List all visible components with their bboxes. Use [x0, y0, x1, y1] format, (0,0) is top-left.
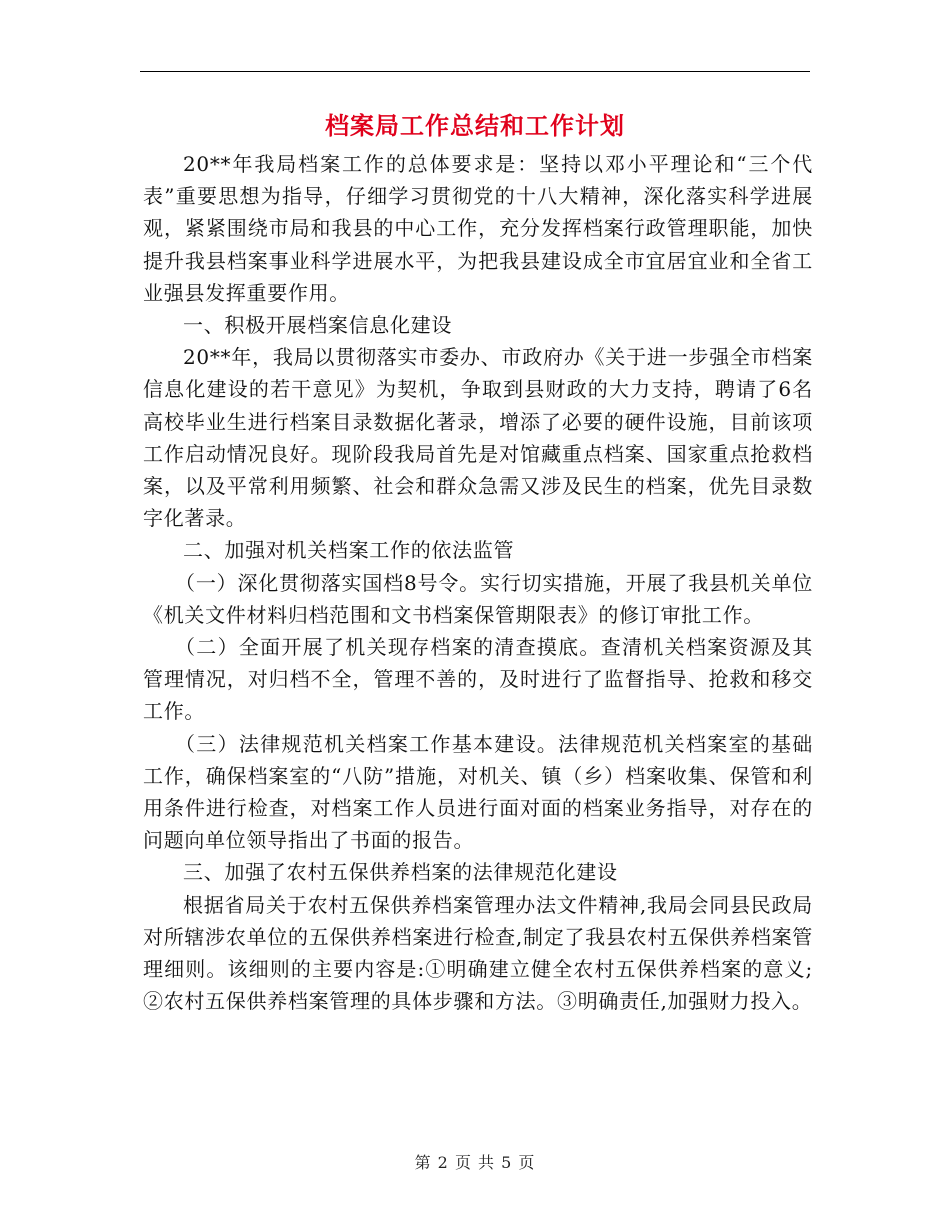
- section-3-paragraph: 根据省局关于农村五保供养档案管理办法文件精神,我局会同县民政局对所辖涉农单位的五保供养档案进行检查,制定了我县农村五保供养档案管理细则。该细则的主要内容是:①明确建立健全农村五保供养档案的意义;②农村五保供养档案管理的具体步骤和方法。③明确责任,加强财力投入。: [143, 892, 813, 1014]
- document-title: 档案局工作总结和工作计划: [325, 112, 625, 140]
- intro-paragraph: 20**年我局档案工作的总体要求是：坚持以邓小平理论和“三个代表”重要思想为指导，仔细学习贯彻党的十八大精神，深化落实科学进展观，紧紧围绕市局和我县的中心工作，充分发挥档案行政管理职能，加快提升我县档案事业科学进展水平，为把我县建设成全市宜居宜业和全省工业强县发挥重要作用。: [143, 152, 813, 305]
- section-1-paragraph: 20**年，我局以贯彻落实市委办、市政府办《关于进一步强全市档案信息化建设的若干意见》为契机，争取到县财政的大力支持，聘请了6名高校毕业生进行档案目录数据化著录，增添了必要的硬件设施，目前该项工作启动情况良好。现阶段我局首先是对馆藏重点档案、国家重点抢救档案，以及平常利用频繁、社会和群众急需又涉及民生的档案，优先目录数字化著录。: [143, 345, 813, 531]
- section-heading-2: 二、加强对机关档案工作的依法监管: [183, 538, 515, 563]
- section-2-item-2: （二）全面开展了机关现存档案的清查摸底。查清机关档案资源及其管理情况，对归档不全，管理不善的，及时进行了监督指导、抢救和移交工作。: [143, 635, 813, 724]
- section-heading-3: 三、加强了农村五保供养档案的法律规范化建设: [183, 860, 618, 885]
- section-2-item-3: （三）法律规范机关档案工作基本建设。法律规范机关档案室的基础工作，确保档案室的“八防”措施，对机关、镇（乡）档案收集、保管和利用条件进行检查，对档案工作人员进行面对面的档案业务指导，对存在的问题向单位领导指出了书面的报告。: [143, 731, 813, 853]
- section-heading-1: 一、积极开展档案信息化建设: [183, 313, 453, 338]
- page-number-footer: 第 2 页 共 5 页: [414, 1153, 536, 1172]
- header-rule: [140, 71, 810, 72]
- section-2-item-1: （一）深化贯彻落实国档8号令。实行切实措施，开展了我县机关单位《机关文件材料归档范围和文书档案保管期限表》的修订审批工作。: [143, 570, 813, 627]
- document-body: [143, 148, 813, 1017]
